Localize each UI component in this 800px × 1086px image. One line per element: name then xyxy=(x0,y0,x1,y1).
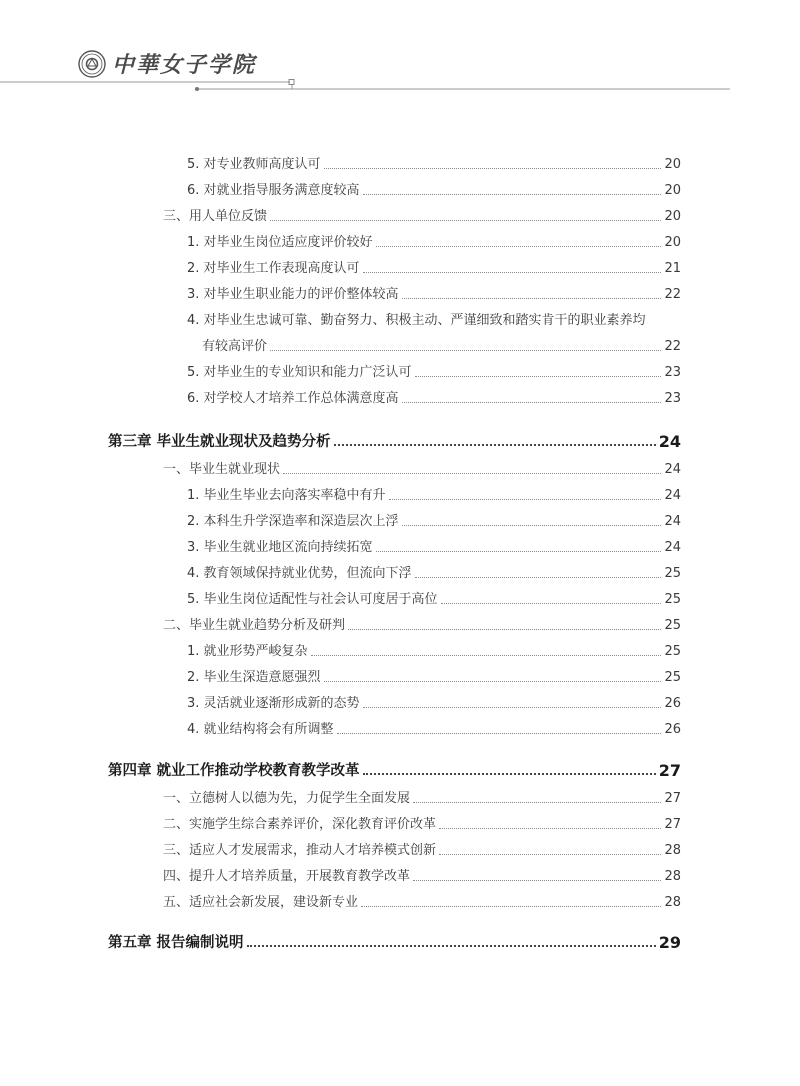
toc-entry[interactable] xyxy=(187,722,681,738)
toc-entry[interactable] xyxy=(187,391,681,407)
toc-page-number: 23 xyxy=(664,391,681,406)
toc-page-number: 27 xyxy=(664,817,681,832)
toc-page-number: 29 xyxy=(658,933,681,952)
toc-page-number: 25 xyxy=(664,566,681,581)
toc-leader xyxy=(363,773,656,775)
toc-entry-title: 2. 毕业生深造意愿强烈 xyxy=(187,670,321,685)
toc-entry-title: 4. 就业结构将会有所调整 xyxy=(187,722,334,737)
toc-entry-title: 3. 灵活就业逐渐形成新的态势 xyxy=(187,696,360,711)
toc-entry[interactable] xyxy=(187,670,681,686)
toc-page-number: 20 xyxy=(664,183,681,198)
toc-page-number: 20 xyxy=(664,235,681,250)
toc-entry[interactable] xyxy=(187,157,681,173)
toc-page-number: 25 xyxy=(664,670,681,685)
toc-chapter-title: 第三章 毕业生就业现状及趋势分析 xyxy=(108,434,331,450)
toc-entry[interactable] xyxy=(187,696,681,712)
toc-entry-title: 5. 毕业生岗位适配性与社会认可度居于高位 xyxy=(187,592,438,607)
toc-entry[interactable] xyxy=(187,261,681,277)
toc-entry[interactable] xyxy=(187,566,681,582)
toc-chapter[interactable] xyxy=(108,935,681,951)
toc-page-number: 24 xyxy=(658,432,681,451)
toc-entry[interactable] xyxy=(163,209,681,225)
toc-page-number: 20 xyxy=(664,157,681,172)
toc-entry-title-wrapped[interactable]: 4. 对毕业生忠诚可靠、勤奋努力、积极主动、严谨细致和踏实肯干的职业素养均 xyxy=(187,313,646,328)
toc-leader xyxy=(402,402,662,403)
toc-entry[interactable] xyxy=(187,514,681,530)
toc-entry[interactable] xyxy=(163,462,681,478)
toc-page-number: 24 xyxy=(664,514,681,529)
toc-page-number: 25 xyxy=(664,618,681,633)
toc-leader xyxy=(348,629,661,630)
toc-page-number: 21 xyxy=(664,261,681,276)
toc-leader xyxy=(415,376,662,377)
toc-page-number: 28 xyxy=(664,869,681,884)
toc-leader xyxy=(363,272,662,273)
toc-entry-title: 一、毕业生就业现状 xyxy=(163,462,281,477)
toc-leader xyxy=(270,220,661,221)
toc-chapter[interactable] xyxy=(108,763,681,779)
toc-leader xyxy=(376,551,662,552)
toc-entry-title: 1. 就业形势严峻复杂 xyxy=(187,644,308,659)
toc-chapter-title: 第五章 报告编制说明 xyxy=(108,935,244,951)
toc-entry[interactable] xyxy=(187,183,681,199)
toc-leader xyxy=(324,168,662,169)
toc-entry-title: 2. 对毕业生工作表现高度认可 xyxy=(187,261,360,276)
toc-entry-title: 6. 对学校人才培养工作总体满意度高 xyxy=(187,391,399,406)
toc-entry-title: 1. 对毕业生岗位适应度评价较好 xyxy=(187,235,373,250)
header-rule xyxy=(0,76,800,96)
toc-leader xyxy=(311,655,662,656)
toc-entry-title: 三、适应人才发展需求，推动人才培养模式创新 xyxy=(163,843,437,858)
toc-entry[interactable] xyxy=(202,339,681,355)
toc-page-number: 27 xyxy=(658,761,681,780)
toc-leader xyxy=(324,681,662,682)
toc-leader xyxy=(439,828,661,829)
toc-entry-title: 3. 毕业生就业地区流向持续拓宽 xyxy=(187,540,373,555)
toc-page-number: 26 xyxy=(664,696,681,711)
toc-page-number: 22 xyxy=(664,339,681,354)
toc-entry[interactable] xyxy=(163,895,681,911)
toc-page-number: 24 xyxy=(664,540,681,555)
toc-entry[interactable] xyxy=(163,817,681,833)
school-emblem-icon xyxy=(78,50,106,78)
toc-entry[interactable] xyxy=(187,488,681,504)
toc-entry-title: 三、用人单位反馈 xyxy=(163,209,268,224)
toc-entry-title: 二、毕业生就业趋势分析及研判 xyxy=(163,618,346,633)
toc-leader xyxy=(413,880,661,881)
toc-page-number: 27 xyxy=(664,791,681,806)
toc-leader xyxy=(402,525,662,526)
toc-leader xyxy=(334,444,656,446)
toc-entry[interactable] xyxy=(163,843,681,859)
toc-entry[interactable] xyxy=(163,869,681,885)
toc-leader xyxy=(337,733,662,734)
toc-leader xyxy=(247,945,656,947)
toc-entry[interactable] xyxy=(163,618,681,634)
toc-entry-title: 3. 对毕业生职业能力的评价整体较高 xyxy=(187,287,399,302)
toc-entry[interactable] xyxy=(187,592,681,608)
toc-page-number: 26 xyxy=(664,722,681,737)
toc-chapter[interactable] xyxy=(108,434,681,450)
toc-chapter-title: 第四章 就业工作推动学校教育教学改革 xyxy=(108,763,360,779)
toc-page-number: 22 xyxy=(664,287,681,302)
toc-entry-title: 5. 对专业教师高度认可 xyxy=(187,157,321,172)
toc-entry[interactable] xyxy=(163,791,681,807)
toc-entry-title: 6. 对就业指导服务满意度较高 xyxy=(187,183,360,198)
toc-entry[interactable] xyxy=(187,644,681,660)
toc-entry-title: 1. 毕业生毕业去向落实率稳中有升 xyxy=(187,488,386,503)
toc-leader xyxy=(363,194,662,195)
toc-entry-title: 二、实施学生综合素养评价，深化教育评价改革 xyxy=(163,817,437,832)
toc-entry-title: 有较高评价 xyxy=(202,339,268,354)
toc-page-number: 24 xyxy=(664,488,681,503)
toc-entry[interactable] xyxy=(187,287,681,303)
page-header xyxy=(0,0,800,100)
toc-entry-title: 5. 对毕业生的专业知识和能力广泛认可 xyxy=(187,365,412,380)
toc-leader xyxy=(441,603,662,604)
toc-entry[interactable] xyxy=(187,235,681,251)
toc-leader xyxy=(361,906,661,907)
toc-leader xyxy=(270,350,661,351)
toc-page-number: 20 xyxy=(664,209,681,224)
toc-entry-title: 五、适应社会新发展，建设新专业 xyxy=(163,895,359,910)
toc-entry[interactable] xyxy=(187,540,681,556)
toc-page-number: 25 xyxy=(664,644,681,659)
toc-leader xyxy=(376,246,662,247)
toc-leader xyxy=(389,499,662,500)
toc-leader xyxy=(363,707,662,708)
toc-entry-title: 一、立德树人以德为先，力促学生全面发展 xyxy=(163,791,411,806)
toc-entry-title: 四、提升人才培养质量，开展教育教学改革 xyxy=(163,869,411,884)
toc-page-number: 28 xyxy=(664,843,681,858)
toc-page-number: 24 xyxy=(664,462,681,477)
toc-leader xyxy=(402,298,662,299)
toc-page-number: 25 xyxy=(664,592,681,607)
school-name: 中華女子学院 xyxy=(112,52,257,78)
toc-entry[interactable] xyxy=(187,365,681,381)
toc-entry-title: 2. 本科生升学深造率和深造层次上浮 xyxy=(187,514,399,529)
toc-page-number: 28 xyxy=(664,895,681,910)
toc-page-number: 23 xyxy=(664,365,681,380)
toc-leader xyxy=(439,854,661,855)
toc-leader xyxy=(283,473,661,474)
toc-leader xyxy=(415,577,662,578)
toc-entry-title: 4. 教育领域保持就业优势，但流向下浮 xyxy=(187,566,412,581)
toc-leader xyxy=(413,802,661,803)
